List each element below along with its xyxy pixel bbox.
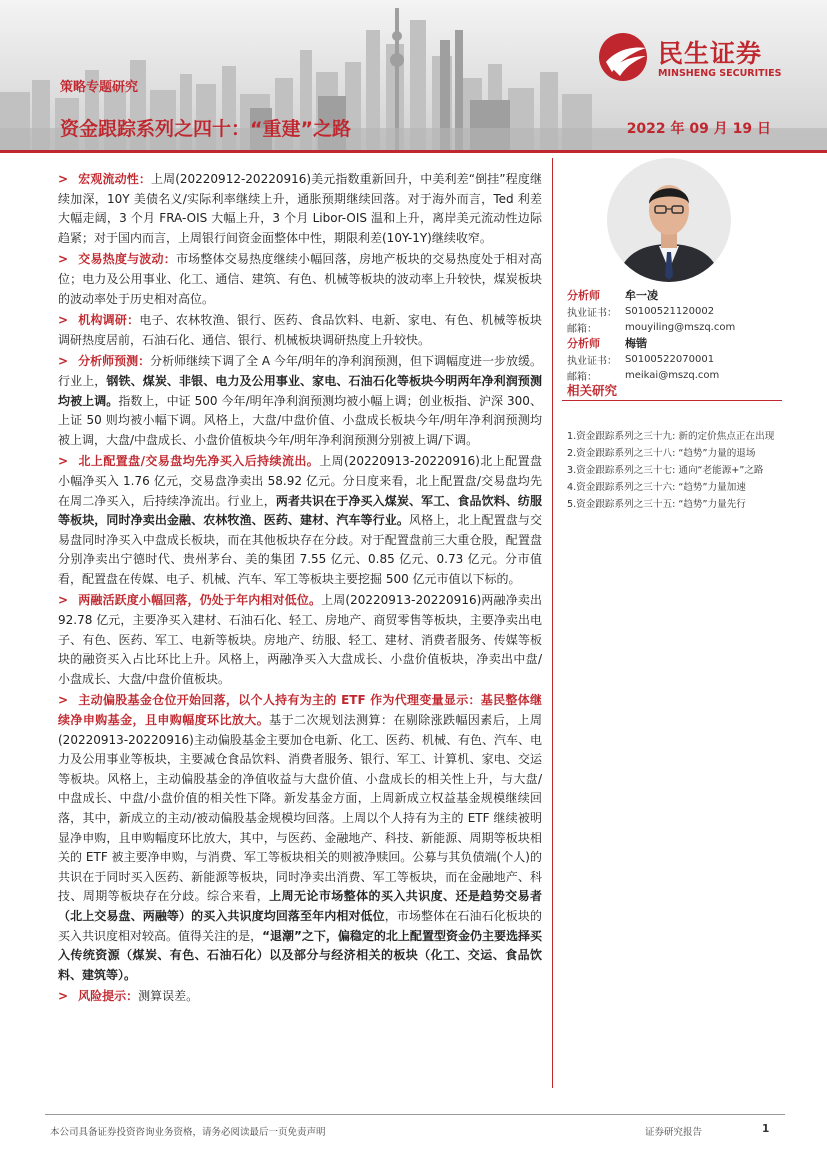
section-bold-text: 钢铁、煤炭、非银、电力及公用事业、家电、石油石化等板块今明两年净利润预测均被上调。 <box>58 373 542 408</box>
related-research-item[interactable]: 1.资金跟踪系列之三十九: 新的定价焦点正在出现 <box>567 431 775 442</box>
arrow-bullet-icon: > <box>58 989 69 1004</box>
cert-label: 执业证书： <box>567 355 617 367</box>
section-analyst-forecast <box>58 352 542 450</box>
footer-divider <box>45 1114 785 1115</box>
analyst-info <box>567 287 807 383</box>
arrow-bullet-icon: > <box>58 252 69 267</box>
analyst-name: 牟一凌 <box>625 289 658 302</box>
section-active-funds <box>58 691 542 985</box>
section-margin-trading <box>58 591 542 689</box>
section-text: 测算误差。 <box>138 989 199 1004</box>
analyst-role: 分析师 <box>567 289 600 302</box>
arrow-bullet-icon: > <box>58 693 69 708</box>
section-text: 上周(20220912-20220916)美元指数重新回升，中美利差“倒挂”程度继续加深，10Y 美债名义/实际利率继续上升，通胀预期继续回落。对于海外而言，Ted 利差大幅走阔，3 个月 FRA-OIS 大幅上升，3 个月 Libor-OIS 温和上升，离岸美元流动性边际趋紧；对于国内而言，上周银行间资金面整体中性，期限利差(10Y-1Y)继续收窄。 <box>58 172 542 245</box>
related-research-divider <box>562 400 782 401</box>
section-lead: 两融活跃度小幅回落，仍处于年内相对低位。 <box>78 593 322 608</box>
analyst-name: 梅锴 <box>625 337 647 350</box>
section-lead: 主动偏股基金仓位开始回落，以个人持有为主的 ETF 作为代理变量显示：基民整体继续净申购基金，且申购幅度环比放大。 <box>58 693 542 728</box>
related-research-list <box>567 428 782 513</box>
report-title: 资金跟踪系列之四十：“重建”之路 <box>60 118 351 140</box>
section-text: 风格上，北上配置盘与交易盘同时净买入中盘成长板块，而在其他板块存在分歧。对于配置盘前三大重仓股，配置盘分别净卖出宁德时代、贵州茅台、美的集团 7.55 亿元、0.85 亿元、0.73 亿元。分市值看，配置盘在传媒、电子、机械、汽车、军工等板块主要挖掘 500 亿元市值以下标的。 <box>58 513 542 586</box>
section-lead: 北上配置盘/交易盘均先净买入后持续流出。 <box>78 454 320 469</box>
section-macro-liquidity <box>58 170 542 248</box>
section-text: 指数上，中证 500 今年/明年净利润预测均被小幅上调；创业板指、沪深 300、上证 50 则均被小幅下调。风格上，大盘/中盘价值、小盘成长板块今年/明年净利润预测均被上调，大盘/中盘成长、小盘价值板块今年/明年净利润预测分别被上调/下调。 <box>58 393 542 447</box>
section-text: 上周(20220913-20220916)北上配置盘小幅净买入 1.76 亿元，交易盘净卖出 58.92 亿元。分日度来看，北上配置盘/交易盘均先在周二净买入，后持续净流出。行业上， <box>58 454 542 508</box>
analyst-photo <box>607 158 731 282</box>
report-summary <box>58 170 542 1009</box>
analyst-email: mouyiling@mszq.com <box>625 321 736 333</box>
related-research-item[interactable]: 2.资金跟踪系列之三十八: “趋势”力量的退场 <box>567 448 756 459</box>
analyst-portrait-image <box>607 158 731 282</box>
column-divider <box>552 158 553 1088</box>
section-institutional-research <box>58 311 542 350</box>
arrow-bullet-icon: > <box>58 354 69 369</box>
related-research-item[interactable]: 5.资金跟踪系列之三十五: “趋势”力量先行 <box>567 499 746 510</box>
section-bold-text: 上周无论市场整体的买入共识度、还是趋势交易者（北上交易盘、两融等）的买入共识度均回落至年内相对低位 <box>58 889 542 923</box>
section-text: ，市场整体在石油石化板块的买入共识度相对较高。值得关注的是， <box>58 908 542 943</box>
minsheng-logo <box>598 32 808 82</box>
related-research-item[interactable]: 3.资金跟踪系列之三十七: 通向“老能源+”之路 <box>567 465 764 476</box>
logo-english-text: MINSHENG SECURITIES <box>658 68 782 79</box>
analyst-role: 分析师 <box>567 337 600 350</box>
section-text: 分析师继续下调了全 A 今年/明年的净利润预测，但下调幅度进一步放缓。行业上， <box>58 354 542 388</box>
analyst-cert: S0100521120002 <box>625 305 715 317</box>
page-number: 1 <box>762 1123 770 1135</box>
cert-label: 执业证书： <box>567 307 617 319</box>
section-text: 上周(20220913-20220916)两融净卖出 92.78 亿元，主要净买入建材、石油石化、轻工、房地产、商贸零售等板块，主要净卖出电子、有色、医药、军工、电新等板块。房地产、纺服、轻工、建材、消费者服务、传媒等板块的融资买入占比环比上升。风格上，两融净买入大盘成长、小盘价值板块，净卖出中盘/小盘成长、大盘/中盘价值板块。 <box>58 593 542 686</box>
analyst-email: meikai@mszq.com <box>625 369 720 381</box>
footer-disclaimer: 本公司具备证券投资咨询业务资格，请务必阅读最后一页免责声明 <box>50 1127 326 1138</box>
arrow-bullet-icon: > <box>58 593 69 608</box>
header-divider <box>0 150 827 153</box>
related-research-item[interactable]: 4.资金跟踪系列之三十六: “趋势”力量加速 <box>567 482 746 493</box>
related-research-title: 相关研究 <box>567 383 618 398</box>
header-banner <box>0 0 827 150</box>
section-risk-warning <box>58 987 542 1007</box>
analyst-card <box>567 287 807 335</box>
section-lead: 宏观流动性： <box>78 172 151 186</box>
report-type: 策略专题研究 <box>60 80 139 95</box>
section-trading-heat <box>58 250 542 309</box>
section-lead: 风险提示： <box>78 989 139 1004</box>
section-lead: 机构调研： <box>78 313 140 328</box>
section-lead: 分析师预测： <box>78 354 151 369</box>
section-text: 电子、农林牧渔、银行、医药、食品饮料、电新、家电、有色、机械等板块调研热度居前，石油石化、通信、银行、机械板块调研热度上升较快。 <box>58 313 542 347</box>
arrow-bullet-icon: > <box>58 454 69 469</box>
section-text: 基于二次规划法测算：在剔除涨跌幅因素后，上周(20220913-20220916)主动偏股基金主要加仓电新、化工、医药、机械、有色、汽车、电力及公用事业等板块，主要减仓食品饮料、消费者服务、银行、军工、计算机、家电、交运等板块。风格上，主动偏股基金的净值收益与大盘价值、小盘成长的相关性上升，与大盘/中盘成长、中盘/小盘价值的相关性下降。新发基金方面，上周新成立权益基金规模继续回落，其中，新成立的主动/被动偏股基金规模均回落。上周以个人持有为主的 ETF 继续被明显净申购，且申购幅度环比放大，其中，与医药、金融地产、科技、新能源、周期等板块相关的 ETF 被主要净申购，与消费、军工等板块相关的则被净赎回。公募与其负债端(个人)的共识在于同时买入医药、新能源等板块，同时净卖出消费、军工等板块，而在金融地产、科技、周期等板块存在分歧。综合来看， <box>58 713 542 904</box>
arrow-bullet-icon: > <box>58 313 69 328</box>
minsheng-logo-icon <box>598 32 652 82</box>
arrow-bullet-icon: > <box>58 172 69 186</box>
section-bold-text: 两者共识在于净买入煤炭、军工、食品饮料、纺服等板块，同时净卖出金融、农林牧渔、医药、建材、汽车等行业。 <box>58 493 542 528</box>
logo-chinese-text: 民生证券 <box>658 39 763 68</box>
email-label: 邮箱： <box>567 323 597 335</box>
section-northbound <box>58 452 542 589</box>
section-lead: 交易热度与波动： <box>78 252 176 267</box>
footer-report-label: 证券研究报告 <box>645 1127 703 1138</box>
analyst-card <box>567 335 807 383</box>
section-text: 市场整体交易热度继续小幅回落，房地产板块的交易热度处于相对高位；电力及公用事业、化工、通信、建筑、有色、机械等板块的波动率上升较快，煤炭板块的波动率处于历史相对高位。 <box>58 252 542 306</box>
section-bold-text: “退潮”之下，偏稳定的北上配置型资金仍主要选择买入传统资源（煤炭、有色、石油石化）以及部分与经济相关的板块（化工、交运、食品饮料、建筑等）。 <box>58 928 542 982</box>
email-label: 邮箱： <box>567 371 597 383</box>
report-date: 2022 年 09 月 19 日 <box>626 121 771 137</box>
analyst-cert: S0100522070001 <box>625 353 715 365</box>
